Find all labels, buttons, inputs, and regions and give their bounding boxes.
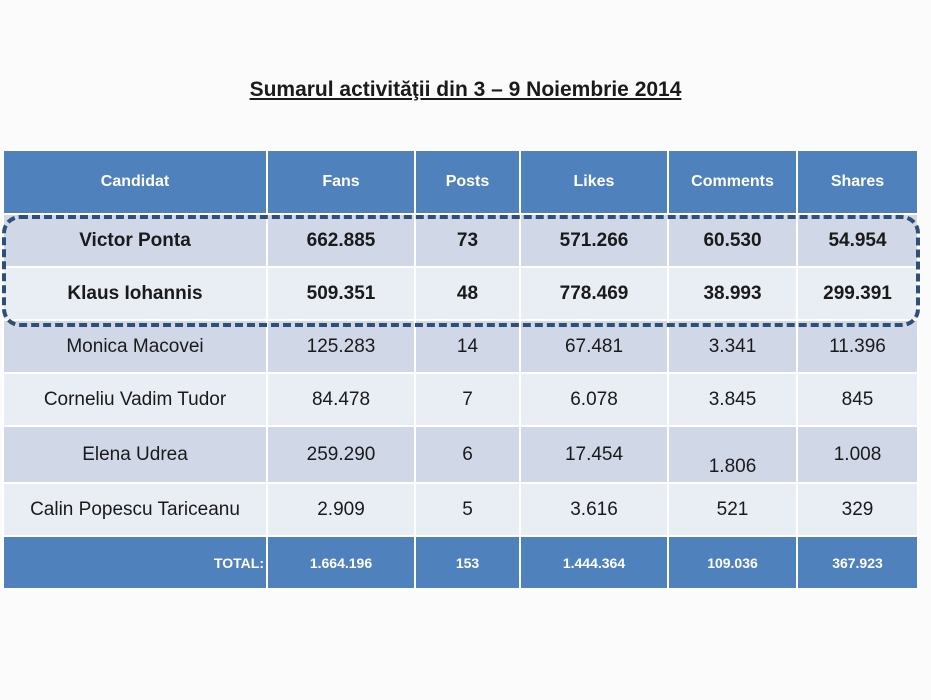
- page-title: Sumarul activităţii din 3 – 9 Noiembrie 2014: [249, 78, 682, 101]
- cell-fans: 84.478: [267, 373, 415, 426]
- cell-posts: 48: [415, 267, 520, 320]
- header-likes: Likes: [520, 150, 668, 214]
- cell-comments: 1.806: [668, 426, 797, 483]
- total-comments: 109.036: [668, 536, 797, 589]
- total-shares: 367.923: [797, 536, 918, 589]
- table-row: [3, 373, 918, 426]
- cell-likes: 3.616: [520, 483, 668, 536]
- cell-fans: 125.283: [267, 320, 415, 373]
- header-posts: Posts: [415, 150, 520, 214]
- header-fans: Fans: [267, 150, 415, 214]
- cell-likes: 6.078: [520, 373, 668, 426]
- cell-fans: 662.885: [267, 214, 415, 267]
- cell-candidate: Monica Macovei: [3, 320, 267, 373]
- cell-comments: 521: [668, 483, 797, 536]
- cell-candidate: Elena Udrea: [3, 426, 267, 483]
- cell-fans: 259.290: [267, 426, 415, 483]
- cell-comments: 3.845: [668, 373, 797, 426]
- cell-shares: 11.396: [797, 320, 918, 373]
- summary-table: [2, 149, 919, 590]
- cell-comments: 38.993: [668, 267, 797, 320]
- cell-shares: 54.954: [797, 214, 918, 267]
- cell-comments: 3.341: [668, 320, 797, 373]
- header-shares: Shares: [797, 150, 918, 214]
- cell-likes: 17.454: [520, 426, 668, 483]
- cell-likes: 778.469: [520, 267, 668, 320]
- cell-candidate: Victor Ponta: [3, 214, 267, 267]
- cell-fans: 2.909: [267, 483, 415, 536]
- cell-shares: 299.391: [797, 267, 918, 320]
- cell-shares: 329: [797, 483, 918, 536]
- cell-comments: 60.530: [668, 214, 797, 267]
- cell-posts: 14: [415, 320, 520, 373]
- total-posts: 153: [415, 536, 520, 589]
- total-label: TOTAL:: [3, 536, 267, 589]
- cell-candidate: Corneliu Vadim Tudor: [3, 373, 267, 426]
- cell-candidate: Klaus Iohannis: [3, 267, 267, 320]
- cell-posts: 5: [415, 483, 520, 536]
- header-row: [3, 150, 918, 214]
- total-fans: 1.664.196: [267, 536, 415, 589]
- cell-likes: 571.266: [520, 214, 668, 267]
- table-row: [3, 483, 918, 536]
- table-row: [3, 426, 918, 483]
- cell-posts: 73: [415, 214, 520, 267]
- cell-likes: 67.481: [520, 320, 668, 373]
- table-row: [3, 320, 918, 373]
- header-candidat: Candidat: [3, 150, 267, 214]
- cell-fans: 509.351: [267, 267, 415, 320]
- total-row: [3, 536, 918, 589]
- table-row: [3, 214, 918, 267]
- cell-shares: 1.008: [797, 426, 918, 483]
- cell-posts: 6: [415, 426, 520, 483]
- cell-posts: 7: [415, 373, 520, 426]
- table-row: [3, 267, 918, 320]
- cell-shares: 845: [797, 373, 918, 426]
- total-likes: 1.444.364: [520, 536, 668, 589]
- cell-candidate: Calin Popescu Tariceanu: [3, 483, 267, 536]
- header-comments: Comments: [668, 150, 797, 214]
